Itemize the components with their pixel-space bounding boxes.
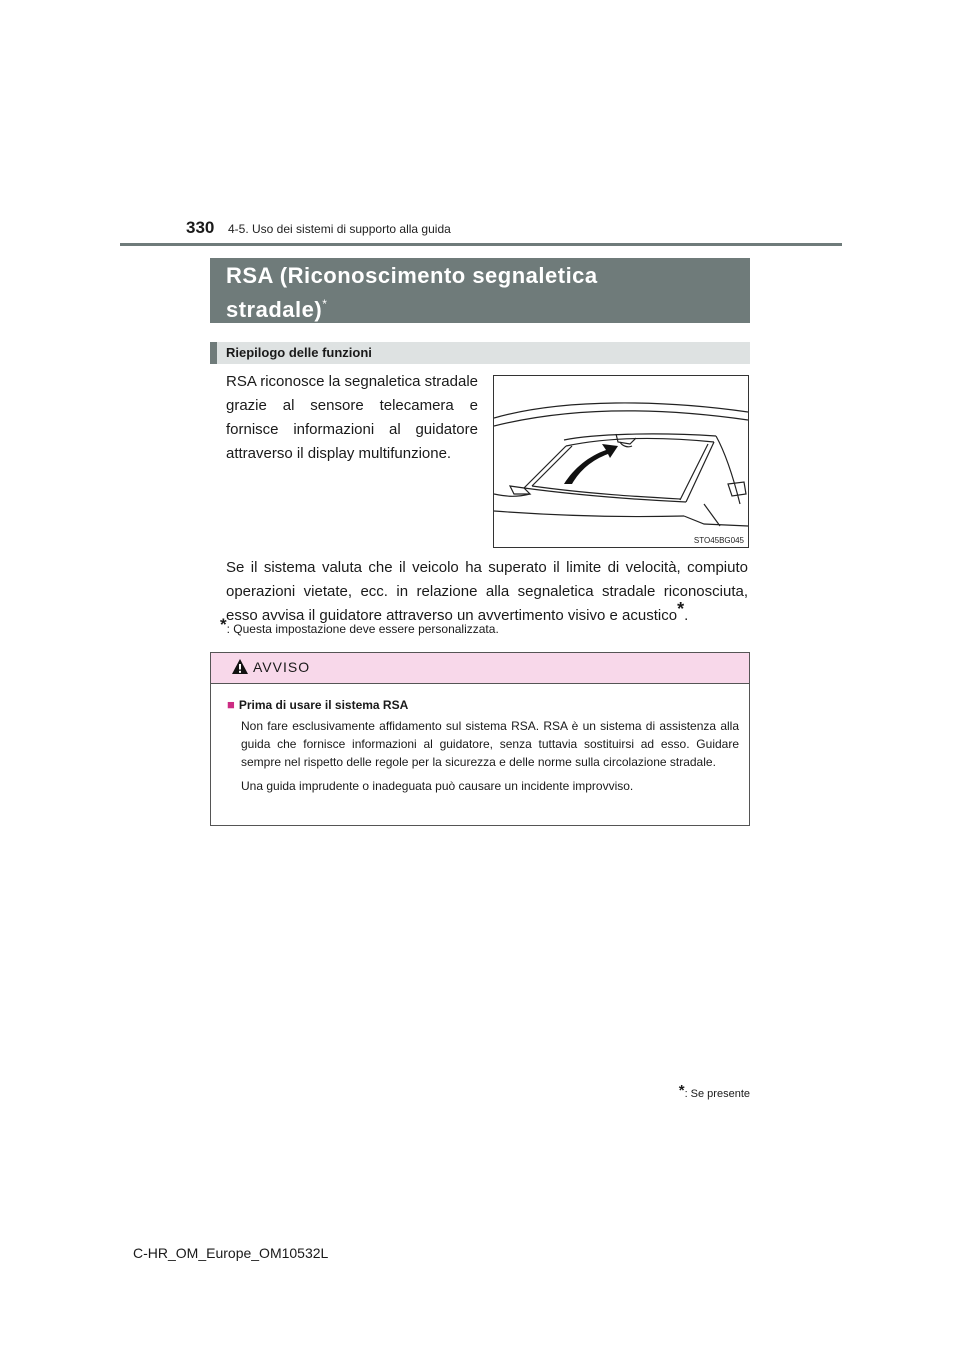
title-line-1: RSA (Riconoscimento segnaletica bbox=[226, 263, 598, 288]
warning-title: AVVISO bbox=[253, 659, 311, 675]
car-windshield-illustration bbox=[494, 376, 748, 547]
intro-paragraph: RSA riconosce la segnaletica stradale grazie al sensore telecamera e fornisce informazioni al guidatore attraverso il display multifunzione. bbox=[226, 373, 478, 462]
warning-subtitle-text: Prima di usare il sistema RSA bbox=[238, 698, 409, 712]
page-title bbox=[226, 262, 734, 324]
footnote-marker: * bbox=[220, 615, 227, 634]
windshield-camera-figure bbox=[493, 375, 749, 548]
body-paragraph-marker: * bbox=[677, 599, 685, 619]
if-present-marker: * bbox=[678, 1082, 685, 1099]
title-line-2: stradale) bbox=[226, 297, 323, 322]
subheading-accent-bar bbox=[210, 342, 217, 364]
body-paragraph-text: Se il sistema valuta che il veicolo ha superato il limite di velocità, compiuto operazioni vietate, ecc. in relazione alla segnaletica stradale riconosciuta, esso avvisa il guidatore attraverso un avvertimento visivo e acustico bbox=[226, 559, 748, 624]
subheading bbox=[210, 342, 750, 364]
body-paragraph bbox=[226, 556, 748, 628]
warning-triangle-icon bbox=[231, 658, 249, 675]
subheading-text: Riepilogo delle funzioni bbox=[226, 345, 372, 360]
title-marker: * bbox=[322, 297, 328, 311]
if-present-text: : Se presente bbox=[684, 1088, 750, 1100]
warning-subtitle bbox=[227, 697, 408, 712]
footnote bbox=[220, 615, 499, 636]
figure-code: STO45BG045 bbox=[693, 536, 744, 545]
document-code: C-HR_OM_Europe_OM10532L bbox=[133, 1245, 329, 1261]
warning-paragraph-1: Non fare esclusivamente affidamento sul sistema RSA. RSA è un sistema di assistenza alla guida che fornisce informazioni al guidatore, senza tuttavia sostituirsi ad esso. Guidare sempre nel rispetto delle regole per la sicurezza e delle norme sulla circolazione stradale. bbox=[241, 719, 739, 769]
page-title-block bbox=[210, 258, 750, 323]
section-label: 4-5. Uso dei sistemi di supporto alla guida bbox=[228, 222, 451, 236]
arrow-icon bbox=[564, 444, 618, 484]
footnote-text: : Questa impostazione deve essere personalizzata. bbox=[226, 622, 499, 636]
if-present-note bbox=[678, 1082, 750, 1100]
warning-box bbox=[210, 652, 750, 826]
warning-paragraph-2: Una guida imprudente o inadeguata può causare un incidente improvviso. bbox=[241, 779, 634, 793]
warning-header bbox=[211, 653, 749, 684]
square-bullet-icon: ■ bbox=[227, 697, 235, 712]
warning-body bbox=[241, 717, 739, 801]
header-divider bbox=[120, 243, 842, 246]
page-number: 330 bbox=[186, 218, 215, 237]
body-paragraph-end: . bbox=[684, 607, 689, 624]
